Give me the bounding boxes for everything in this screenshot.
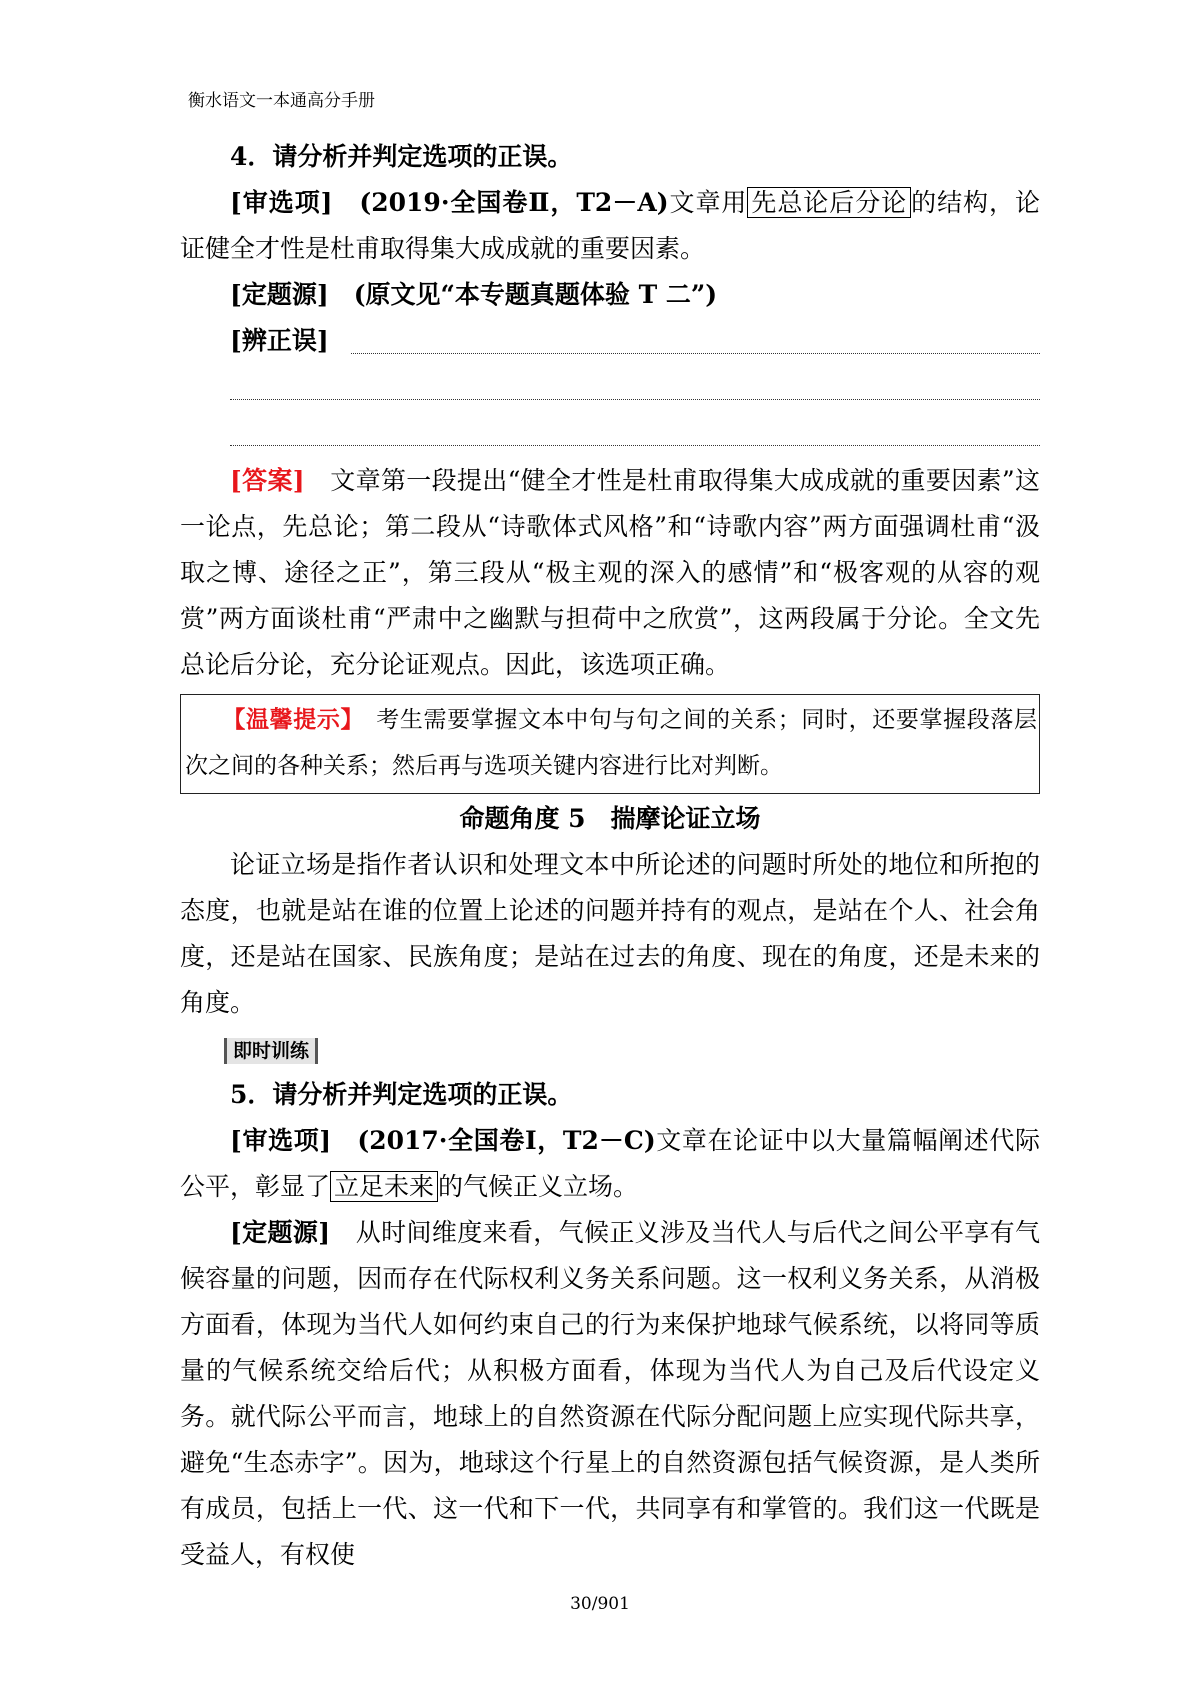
tip-box [180,694,1040,794]
q5-ding-label: [定题源] [230,1218,331,1247]
q5-shen-xuanxiang [180,1118,1040,1210]
q4-answer-label: [答案] [230,466,305,495]
q4-answer-text: 文章第一段提出“健全才性是杜甫取得集大成成就的重要因素”这一论点，先总论；第二段从“诗歌体式风格”和“诗歌内容”两方面强调杜甫“汲取之博、途径之正”，第三段从“极主观的深入的感情”和“极客观的从容的观赏”两方面谈杜甫“严肃中之幽默与担荷中之欣赏”，这两段属于分论。全文先总论后分论，充分论证观点。因此，该选项正确。 [180,466,1040,679]
section-title: 命题角度 5 揣摩论证立场 [459,804,761,833]
q5-ding-tiyuan [180,1210,1040,1578]
q4-answer [180,458,1040,688]
question-5-title: 5．请分析并判定选项的正误。 [230,1080,573,1109]
q4-shen-label: [审选项] [230,188,333,217]
page-content [180,134,1040,1578]
q5-shen-pre: 文章在论证中以大量篇幅阐述代际公平，彰显了 [180,1126,1040,1201]
q5-shen-label: [审选项] [230,1126,332,1155]
q4-ding-tiyuan [180,272,1040,318]
tip-text: 考生需要掌握文本中句与句之间的关系；同时，还要掌握段落层次之间的各种关系；然后再与选项关键内容进行比对判断。 [185,707,1038,779]
q4-shen-pre: 文章用 [668,188,748,217]
q5-shen-post: 的气候正义立场。 [438,1172,639,1201]
q4-shen-xuanxiang [180,180,1040,272]
q4-shen-post: 的结构，论证健全才性是杜甫取得集大成成就的重要因素。 [180,188,1040,263]
q4-bian-row [180,318,1040,364]
answer-blank-line-3[interactable] [180,410,1040,456]
q4-ding-label: [定题源] [230,280,329,309]
question-4-title: 4．请分析并判定选项的正误。 [230,142,573,171]
q5-shen-boxed-keyword: 立足未来 [330,1171,438,1202]
q5-shen-source: (2017·全国卷Ⅰ，T2－C) [357,1126,656,1155]
answer-blank-line-1[interactable] [351,352,1040,354]
answer-blank-line-2[interactable] [180,364,1040,410]
tip-label: 【温馨提示】 [221,707,353,733]
training-label: 即时训练 [224,1038,318,1064]
q4-ding-text: (原文见“本专题真题体验 T 二”) [353,280,718,309]
q5-ding-text: 从时间维度来看，气候正义涉及当代人与后代之间公平享有气候容量的问题，因而存在代际权利义务关系问题。这一权利义务关系，从消极方面看，体现为当代人如何约束自己的行为来保护地球气候系统，以将同等质量的气候系统交给后代；从积极方面看，体现为当代人为自己及后代设定义务。就代际公平而言，地球上的自然资源在代际分配问题上应实现代际共享，避免“生态赤字”。因为，地球这个行星上的自然资源包括气候资源，是人类所有成员，包括上一代、这一代和下一代，共同享有和掌管的。我们这一代既是受益人，有权使 [180,1218,1040,1569]
q4-shen-source: (2019·全国卷Ⅱ，T2－A) [359,188,669,217]
page-number: 30/901 [570,1594,630,1614]
q4-shen-boxed-keyword: 先总论后分论 [747,187,911,218]
q4-bian-label: [辨正误] [230,326,329,355]
section-intro: 论证立场是指作者认识和处理文本中所论述的问题时所处的地位和所抱的态度，也就是站在谁的位置上论述的问题并持有的观点，是站在个人、社会角度，还是站在国家、民族角度；是站在过去的角度、现在的角度，还是未来的角度。 [180,850,1040,1017]
running-header: 衡水语文一本通高分手册 [188,91,375,111]
